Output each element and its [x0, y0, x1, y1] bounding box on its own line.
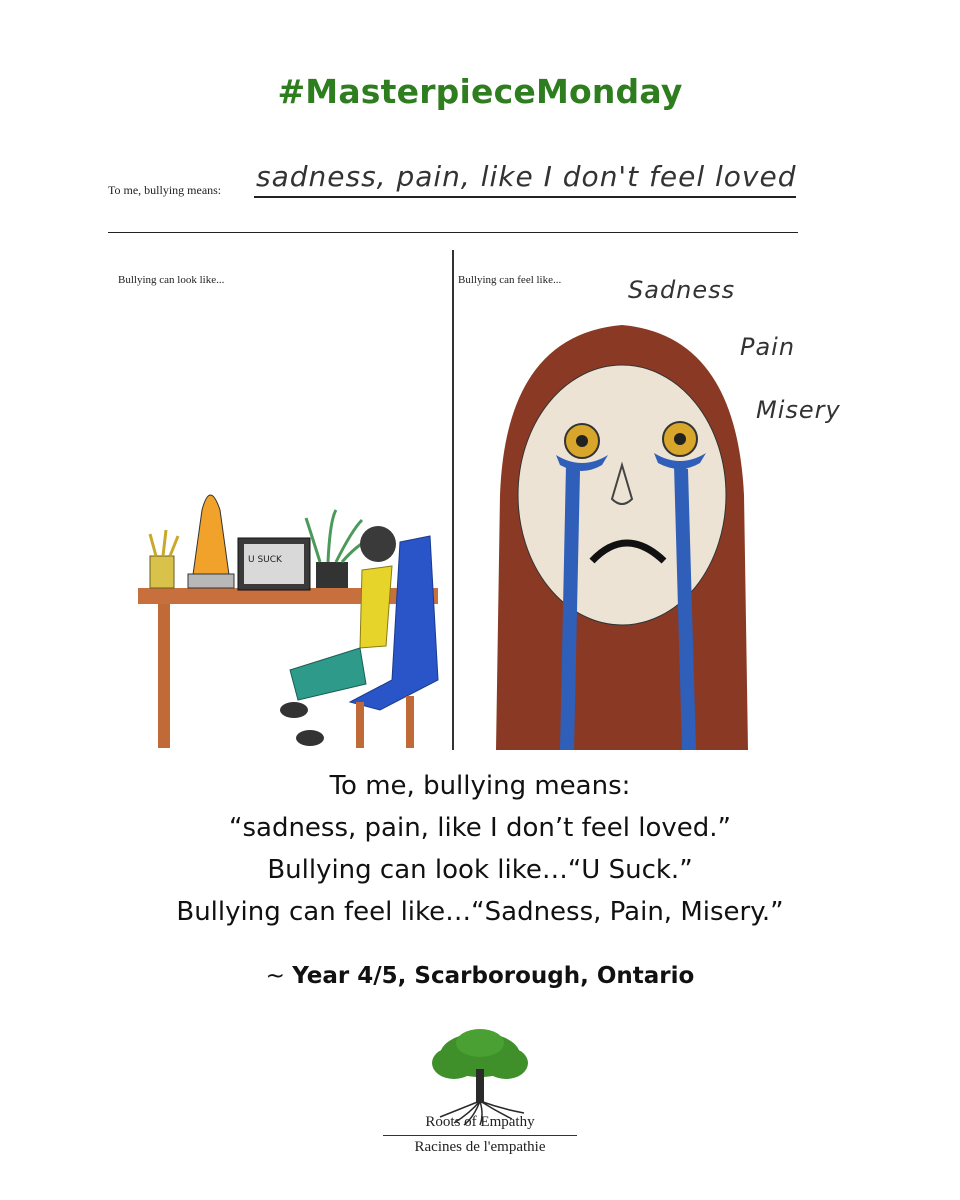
prompt-bullying-means: To me, bullying means:: [108, 183, 222, 197]
prompt-look-like: Bullying can look like...: [118, 274, 225, 286]
caption-line: Bullying can feel like…“Sadness, Pain, Misery.”: [176, 897, 784, 927]
face: [518, 365, 726, 625]
divider-line: [108, 232, 798, 233]
person-head: [360, 526, 396, 562]
handwritten-answer: sadness, pain, like I don't feel loved: [256, 160, 797, 193]
prompt-feel-like: Bullying can feel like...: [458, 274, 562, 286]
caption-line: Bullying can look like…“U Suck.”: [267, 855, 693, 885]
pencil-cup: [150, 556, 174, 588]
caption-line: To me, bullying means:: [329, 771, 631, 801]
credit-text: Year 4/5, Scarborough, Ontario: [292, 963, 695, 989]
person-legs: [290, 648, 366, 700]
caption-quote: [0, 765, 960, 933]
hashtag-title: #MasterpieceMonday: [277, 72, 683, 111]
credit-tilde: ~: [265, 963, 293, 989]
screen-text: U SUCK: [248, 555, 282, 565]
desk-scene-drawing: [130, 470, 450, 750]
feel-word-pain: Pain: [740, 333, 796, 361]
tree-icon: [432, 1029, 528, 1125]
student-credit: [0, 963, 960, 989]
logo-divider: [383, 1135, 577, 1136]
logo-name-french: Racines de l'empathie: [414, 1139, 546, 1155]
plant-pot: [316, 562, 348, 588]
feel-word-misery: Misery: [756, 396, 841, 424]
logo-name-english: Roots of Empathy: [425, 1114, 535, 1130]
panel-divider: [452, 250, 454, 750]
caption-line: “sadness, pain, like I don’t feel loved.”: [229, 813, 731, 843]
lava-lamp: [192, 495, 230, 582]
person-shirt: [360, 566, 392, 648]
plant-leaves: [306, 510, 368, 562]
crying-face-drawing: [496, 325, 748, 750]
desk-leg: [158, 604, 170, 748]
feel-word-sadness: Sadness: [628, 276, 736, 304]
answer-line: [254, 196, 796, 198]
